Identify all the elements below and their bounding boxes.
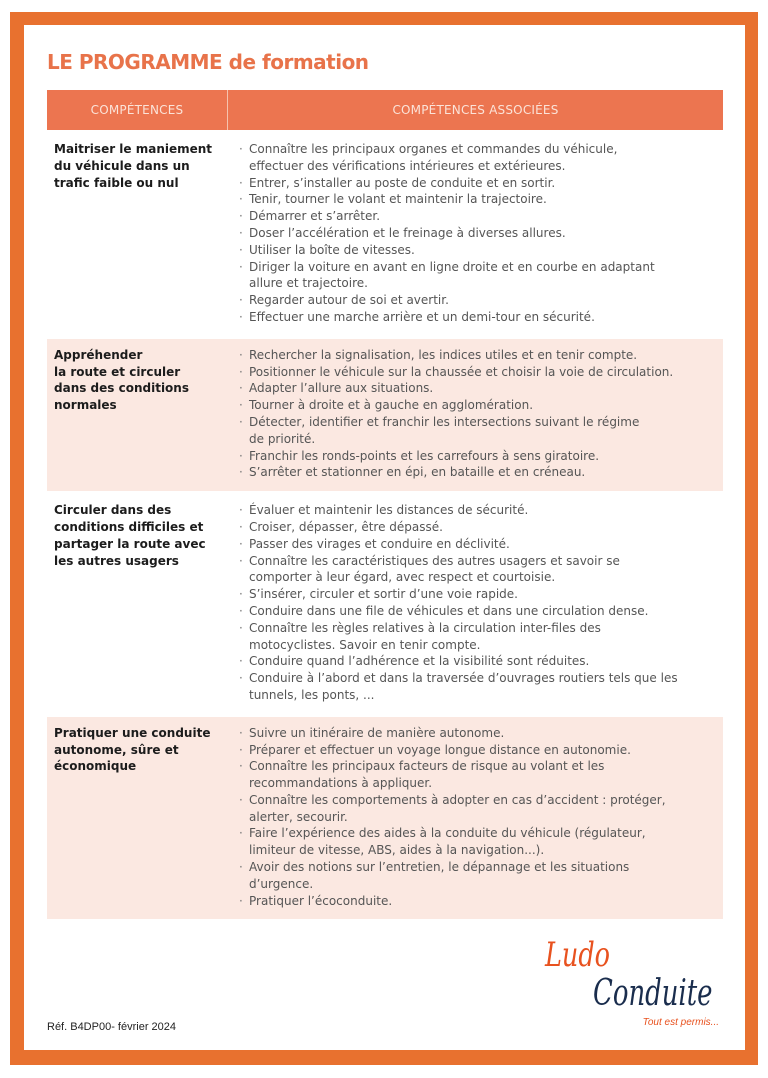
reference-text: Réf. B4DP00- février 2024: [47, 1021, 177, 1033]
page-title: [47, 50, 369, 74]
header-competences: COMPÉTENCES: [47, 90, 228, 130]
associated-competences-cell: [228, 339, 723, 491]
list-item: · Regarder autour de soi et avertir.: [239, 292, 717, 309]
list-item: · S’arrêter et stationner en épi, en bataille et en créneau.: [239, 464, 717, 481]
programme-table: [47, 87, 723, 922]
list-item: · Adapter l’allure aux situations.: [239, 380, 717, 397]
table-row: [47, 133, 723, 336]
list-item: · Pratiquer l’écoconduite.: [239, 893, 717, 910]
associated-competences-cell: [228, 494, 723, 714]
table-header: [47, 90, 723, 130]
competence-label: Circuler dans des conditions difficiles et partager la route avec les autres usagers: [54, 503, 206, 568]
list-item: · Avoir des notions sur l’entretien, le dépannage et les situations d’urgence.: [239, 859, 717, 893]
list-item: · Démarrer et s’arrêter.: [239, 208, 717, 225]
competence-label: Maitriser le maniement du véhicule dans un trafic faible ou nul: [54, 142, 213, 190]
list-item: · Rechercher la signalisation, les indices utiles et en tenir compte.: [239, 347, 717, 364]
table-row: [47, 339, 723, 491]
logo-conduite: Conduite: [593, 973, 713, 1014]
associated-competences-cell: [228, 133, 723, 336]
list-item: · Entrer, s’installer au poste de conduite et en sortir.: [239, 175, 717, 192]
list-item: · S’insérer, circuler et sortir d’une voie rapide.: [239, 586, 717, 603]
list-item: · Tourner à droite et à gauche en agglomération.: [239, 397, 717, 414]
list-item: · Connaître les caractéristiques des autres usagers et savoir se comporter à leur égard, avec respect et courtoisie.: [239, 553, 717, 587]
list-item: · Connaître les principaux organes et commandes du véhicule, effectuer des vérifications intérieures et extérieures.: [239, 141, 717, 175]
list-item: · Faire l’expérience des aides à la conduite du véhicule (régulateur, limiteur de vitesse, ABS, aides à la navigation...).: [239, 825, 717, 859]
list-item: · Détecter, identifier et franchir les intersections suivant le régime de priorité.: [239, 414, 717, 448]
competence-label: Appréhender la route et circuler dans des conditions normales: [47, 339, 228, 491]
list-item: · Diriger la voiture en avant en ligne droite et en courbe en adaptant allure et trajectoire.: [239, 259, 717, 293]
ludo-conduite-logo: [545, 935, 725, 1035]
associated-competences-list: [235, 725, 717, 910]
list-item: · Connaître les comportements à adopter en cas d’accident : protéger, alerter, secourir.: [239, 792, 717, 826]
list-item: · Doser l’accélération et le freinage à diverses allures.: [239, 225, 717, 242]
list-item: · Utiliser la boîte de vitesses.: [239, 242, 717, 259]
list-item: · Conduire quand l’adhérence et la visibilité sont réduites.: [239, 653, 717, 670]
list-item: · Effectuer une marche arrière et un demi-tour en sécurité.: [239, 309, 717, 326]
list-item: · Passer des virages et conduire en déclivité.: [239, 536, 717, 553]
list-item: · Franchir les ronds-points et les carrefours à sens giratoire.: [239, 448, 717, 465]
title-bold: LE PROGRAMME: [47, 50, 223, 74]
associated-competences-list: [235, 347, 717, 481]
list-item: · Évaluer et maintenir les distances de sécurité.: [239, 502, 717, 519]
associated-competences-list: [235, 141, 717, 326]
list-item: · Tenir, tourner le volant et maintenir la trajectoire.: [239, 191, 717, 208]
associated-competences-cell: [228, 717, 723, 920]
header-competences-associees: COMPÉTENCES ASSOCIÉES: [228, 90, 723, 130]
table-row: [47, 717, 723, 920]
title-rest: de formation: [222, 50, 369, 74]
list-item: · Connaître les règles relatives à la circulation inter-files des motocyclistes. Savoir en tenir compte.: [239, 620, 717, 654]
list-item: · Conduire à l’abord et dans la traversée d’ouvrages routiers tels que les tunnels, les ponts, ...: [239, 670, 717, 704]
list-item: · Suivre un itinéraire de manière autonome.: [239, 725, 717, 742]
logo-ludo: Ludo: [545, 935, 611, 975]
list-item: · Positionner le véhicule sur la chaussée et choisir la voie de circulation.: [239, 364, 717, 381]
table-row: [47, 494, 723, 714]
competence-label: Pratiquer une conduite autonome, sûre et économique: [47, 717, 228, 920]
list-item: · Préparer et effectuer un voyage longue distance en autonomie.: [239, 742, 717, 759]
list-item: · Croiser, dépasser, être dépassé.: [239, 519, 717, 536]
associated-competences-list: [235, 502, 717, 704]
list-item: · Conduire dans une file de véhicules et dans une circulation dense.: [239, 603, 717, 620]
list-item: · Connaître les principaux facteurs de risque au volant et les recommandations à appliquer.: [239, 758, 717, 792]
logo-tagline: Tout est permis...: [642, 1017, 719, 1028]
